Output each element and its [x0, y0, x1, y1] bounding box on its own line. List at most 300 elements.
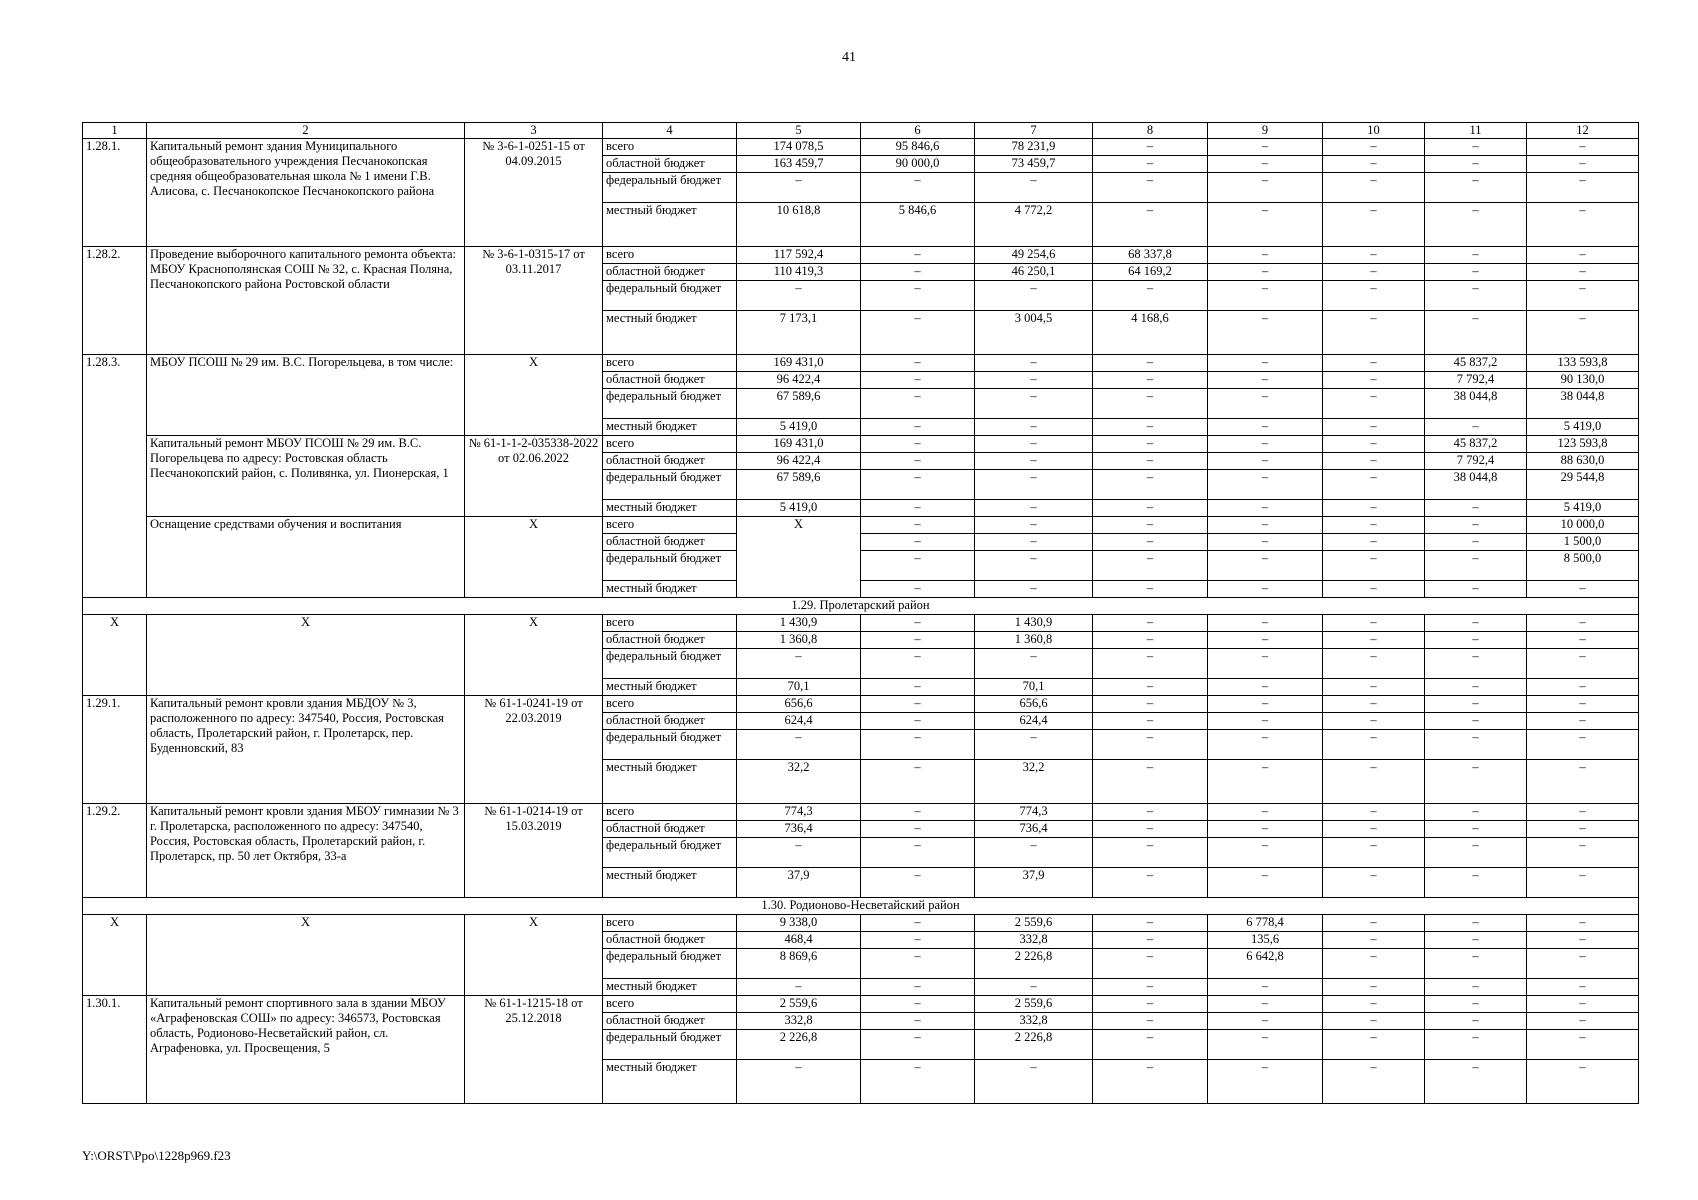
- value-cell: –: [1527, 581, 1639, 598]
- value-cell: –: [1323, 311, 1425, 355]
- value-cell: –: [861, 264, 975, 281]
- value-cell: –: [737, 173, 861, 203]
- column-number-cell: 2: [147, 123, 465, 139]
- value-cell: –: [1093, 949, 1208, 979]
- value-cell: –: [1208, 713, 1323, 730]
- value-cell: –: [1425, 581, 1527, 598]
- value-cell: –: [1093, 281, 1208, 311]
- budget-type-label: местный бюджет: [603, 979, 737, 996]
- budget-type-label: всего: [603, 247, 737, 264]
- budget-type-label: областной бюджет: [603, 821, 737, 838]
- value-cell: –: [1527, 838, 1639, 868]
- value-cell: –: [737, 1060, 861, 1104]
- value-cell: –: [1093, 632, 1208, 649]
- permit-document: № 3-6-1-0251-15 от 04.09.2015: [465, 139, 603, 247]
- budget-type-label: федеральный бюджет: [603, 649, 737, 679]
- table-row: [83, 436, 1639, 453]
- value-cell: –: [861, 696, 975, 713]
- value-cell: –: [861, 915, 975, 932]
- value-cell: 96 422,4: [737, 453, 861, 470]
- value-cell: 332,8: [975, 1013, 1093, 1030]
- item-number: 1.29.1.: [83, 696, 147, 804]
- budget-type-label: местный бюджет: [603, 679, 737, 696]
- permit-document: Х: [465, 615, 603, 696]
- financing-table: [82, 122, 1639, 1104]
- value-cell: –: [1323, 372, 1425, 389]
- value-cell: –: [1425, 264, 1527, 281]
- value-cell: –: [1527, 156, 1639, 173]
- value-cell: 96 422,4: [737, 372, 861, 389]
- value-cell: –: [1208, 372, 1323, 389]
- value-cell: –: [1323, 139, 1425, 156]
- item-number: 1.28.3.: [83, 355, 147, 598]
- value-cell: –: [737, 838, 861, 868]
- value-cell: –: [1208, 517, 1323, 534]
- value-cell: –: [861, 679, 975, 696]
- column-number-cell: 1: [83, 123, 147, 139]
- value-cell: –: [1208, 979, 1323, 996]
- value-cell: –: [1323, 517, 1425, 534]
- value-cell: –: [1093, 203, 1208, 247]
- budget-type-label: местный бюджет: [603, 311, 737, 355]
- item-name: Оснащение средствами обучения и воспитания: [147, 517, 465, 598]
- table-row: [83, 996, 1639, 1013]
- value-cell: –: [975, 281, 1093, 311]
- value-cell: –: [1323, 1030, 1425, 1060]
- budget-type-label: федеральный бюджет: [603, 281, 737, 311]
- value-cell: –: [861, 1060, 975, 1104]
- value-cell: –: [861, 355, 975, 372]
- value-cell: 5 846,6: [861, 203, 975, 247]
- value-cell: –: [1093, 581, 1208, 598]
- value-cell: –: [1425, 713, 1527, 730]
- value-cell: –: [1208, 139, 1323, 156]
- table-row: [83, 355, 1639, 372]
- value-cell: –: [1323, 679, 1425, 696]
- value-cell: 774,3: [975, 804, 1093, 821]
- item-name: Х: [147, 915, 465, 996]
- column-number-cell: 8: [1093, 123, 1208, 139]
- budget-type-label: местный бюджет: [603, 1060, 737, 1104]
- section-title: 1.30. Родионово-Несветайский район: [83, 898, 1639, 915]
- value-cell: 2 559,6: [975, 996, 1093, 1013]
- value-cell: –: [1425, 139, 1527, 156]
- value-cell: –: [861, 649, 975, 679]
- value-cell: –: [1323, 534, 1425, 551]
- value-cell: –: [1323, 821, 1425, 838]
- value-cell: 1 500,0: [1527, 534, 1639, 551]
- column-number-cell: 11: [1425, 123, 1527, 139]
- value-cell: –: [1425, 311, 1527, 355]
- value-cell: –: [1208, 679, 1323, 696]
- budget-type-label: федеральный бюджет: [603, 1030, 737, 1060]
- value-cell: –: [1208, 996, 1323, 1013]
- value-cell: –: [1527, 949, 1639, 979]
- value-cell: –: [1527, 1030, 1639, 1060]
- value-cell: –: [1093, 821, 1208, 838]
- value-cell: 6 642,8: [1208, 949, 1323, 979]
- value-cell: –: [975, 649, 1093, 679]
- value-cell: –: [1323, 932, 1425, 949]
- value-cell: –: [1208, 264, 1323, 281]
- value-cell: 1 360,8: [737, 632, 861, 649]
- value-cell: –: [737, 649, 861, 679]
- value-cell: –: [1093, 355, 1208, 372]
- budget-type-label: всего: [603, 355, 737, 372]
- value-cell: –: [1527, 932, 1639, 949]
- value-cell: –: [975, 838, 1093, 868]
- value-cell: –: [861, 821, 975, 838]
- value-cell: 1 360,8: [975, 632, 1093, 649]
- value-cell: –: [1208, 419, 1323, 436]
- item-number: 1.30.1.: [83, 996, 147, 1104]
- value-cell: –: [1527, 996, 1639, 1013]
- value-cell: –: [1527, 915, 1639, 932]
- value-cell: –: [1425, 804, 1527, 821]
- item-name: Капитальный ремонт кровли здания МБДОУ № 3, расположенного по адресу: 347540, Россия, Ростовская область, Пролетарский район, г. Пролетарск, пер. Буденновский, 83: [147, 696, 465, 804]
- value-cell: –: [1425, 551, 1527, 581]
- value-cell: 4 168,6: [1093, 311, 1208, 355]
- value-cell: –: [1093, 915, 1208, 932]
- value-cell: 6 778,4: [1208, 915, 1323, 932]
- value-cell: –: [1527, 649, 1639, 679]
- value-cell: –: [1323, 760, 1425, 804]
- value-cell: 32,2: [975, 760, 1093, 804]
- value-cell: 110 419,3: [737, 264, 861, 281]
- value-cell: –: [1425, 868, 1527, 898]
- value-cell: –: [1093, 436, 1208, 453]
- value-cell: –: [1093, 419, 1208, 436]
- value-cell: 1 430,9: [975, 615, 1093, 632]
- value-cell: –: [1208, 1030, 1323, 1060]
- value-cell: 46 250,1: [975, 264, 1093, 281]
- value-cell: –: [1093, 470, 1208, 500]
- value-cell: –: [1323, 649, 1425, 679]
- value-cell: –: [975, 355, 1093, 372]
- column-number-cell: 7: [975, 123, 1093, 139]
- value-cell: –: [1527, 821, 1639, 838]
- budget-type-label: всего: [603, 615, 737, 632]
- value-cell: –: [1527, 979, 1639, 996]
- value-cell: –: [1425, 1060, 1527, 1104]
- value-cell: –: [861, 453, 975, 470]
- value-cell: –: [1093, 996, 1208, 1013]
- value-cell: 117 592,4: [737, 247, 861, 264]
- value-cell: 9 338,0: [737, 915, 861, 932]
- value-cell: –: [861, 949, 975, 979]
- value-cell: 163 459,7: [737, 156, 861, 173]
- value-cell: –: [1093, 156, 1208, 173]
- value-cell: –: [1208, 838, 1323, 868]
- budget-type-label: местный бюджет: [603, 581, 737, 598]
- value-cell: 5 419,0: [737, 419, 861, 436]
- value-cell: –: [1527, 868, 1639, 898]
- value-cell: –: [1527, 679, 1639, 696]
- value-cell: 29 544,8: [1527, 470, 1639, 500]
- value-cell: 88 630,0: [1527, 453, 1639, 470]
- value-cell: –: [1323, 868, 1425, 898]
- value-cell: –: [1323, 264, 1425, 281]
- budget-type-label: федеральный бюджет: [603, 173, 737, 203]
- value-cell: –: [1093, 760, 1208, 804]
- value-cell: –: [1093, 453, 1208, 470]
- value-cell: –: [1527, 713, 1639, 730]
- item-name: Проведение выборочного капитального ремонта объекта: МБОУ Краснополянская СОШ № 32, с. Красная Поляна, Песчанокопского района Ростовской области: [147, 247, 465, 355]
- value-cell: –: [1323, 203, 1425, 247]
- value-cell: –: [975, 534, 1093, 551]
- value-cell: 73 459,7: [975, 156, 1093, 173]
- value-cell: –: [1425, 979, 1527, 996]
- budget-type-label: всего: [603, 915, 737, 932]
- section-header-row: [83, 598, 1639, 615]
- value-cell: –: [1208, 804, 1323, 821]
- value-cell: –: [975, 551, 1093, 581]
- permit-document: № 61-1-1215-18 от 25.12.2018: [465, 996, 603, 1104]
- value-cell: –: [861, 713, 975, 730]
- value-cell: 10 618,8: [737, 203, 861, 247]
- item-name: МБОУ ПСОШ № 29 им. В.С. Погорельцева, в том числе:: [147, 355, 465, 436]
- value-cell: –: [1093, 713, 1208, 730]
- value-cell: –: [1323, 247, 1425, 264]
- value-cell: –: [1527, 615, 1639, 632]
- value-cell: –: [861, 932, 975, 949]
- value-cell: –: [1208, 173, 1323, 203]
- value-cell: –: [1425, 281, 1527, 311]
- value-cell: –: [1323, 730, 1425, 760]
- budget-type-label: местный бюджет: [603, 419, 737, 436]
- item-number: Х: [83, 915, 147, 996]
- value-cell: –: [1425, 615, 1527, 632]
- value-cell: –: [1093, 979, 1208, 996]
- permit-document: № 61-1-0241-19 от 22.03.2019: [465, 696, 603, 804]
- value-cell: –: [1323, 551, 1425, 581]
- value-cell: –: [1208, 632, 1323, 649]
- value-cell: –: [861, 419, 975, 436]
- value-cell: 624,4: [975, 713, 1093, 730]
- value-cell: –: [1425, 679, 1527, 696]
- value-cell: 64 169,2: [1093, 264, 1208, 281]
- section-header-row: [83, 898, 1639, 915]
- value-cell: –: [1323, 436, 1425, 453]
- value-cell: –: [1093, 1013, 1208, 1030]
- permit-document: № 61-1-0214-19 от 15.03.2019: [465, 804, 603, 898]
- value-cell: –: [1527, 804, 1639, 821]
- value-cell: –: [1093, 372, 1208, 389]
- value-cell: –: [1208, 203, 1323, 247]
- value-cell: 7 792,4: [1425, 372, 1527, 389]
- value-cell: 332,8: [737, 1013, 861, 1030]
- column-number-row: [83, 123, 1639, 139]
- value-cell: –: [975, 470, 1093, 500]
- permit-document: Х: [465, 355, 603, 436]
- value-cell: –: [1425, 649, 1527, 679]
- value-cell: 38 044,8: [1425, 389, 1527, 419]
- value-cell: –: [1323, 581, 1425, 598]
- column-number-cell: 4: [603, 123, 737, 139]
- value-cell: –: [1425, 696, 1527, 713]
- value-cell: –: [1527, 281, 1639, 311]
- value-cell: 1 430,9: [737, 615, 861, 632]
- value-cell: –: [1323, 915, 1425, 932]
- column-number-cell: 9: [1208, 123, 1323, 139]
- value-cell: –: [1093, 804, 1208, 821]
- budget-type-label: всего: [603, 696, 737, 713]
- budget-type-label: федеральный бюджет: [603, 949, 737, 979]
- value-cell: 45 837,2: [1425, 355, 1527, 372]
- value-cell: 2 226,8: [737, 1030, 861, 1060]
- item-number: 1.28.2.: [83, 247, 147, 355]
- value-cell: –: [1425, 1030, 1527, 1060]
- value-cell: –: [1323, 979, 1425, 996]
- value-cell: –: [1208, 156, 1323, 173]
- value-cell: –: [1527, 264, 1639, 281]
- permit-document: Х: [465, 517, 603, 598]
- value-cell: –: [1425, 915, 1527, 932]
- table-row: [83, 615, 1639, 632]
- value-cell: 468,4: [737, 932, 861, 949]
- value-cell: –: [1093, 649, 1208, 679]
- permit-document: № 61-1-1-2-035338-2022 от 02.06.2022: [465, 436, 603, 517]
- value-cell: –: [1208, 247, 1323, 264]
- value-cell: –: [1425, 949, 1527, 979]
- value-cell: –: [975, 1060, 1093, 1104]
- budget-type-label: федеральный бюджет: [603, 551, 737, 581]
- value-cell: –: [1323, 838, 1425, 868]
- value-cell: –: [1208, 311, 1323, 355]
- value-cell: 67 589,6: [737, 470, 861, 500]
- value-cell: –: [861, 389, 975, 419]
- value-cell: –: [1527, 203, 1639, 247]
- value-cell: 736,4: [975, 821, 1093, 838]
- value-cell: 45 837,2: [1425, 436, 1527, 453]
- value-cell: –: [1208, 615, 1323, 632]
- value-cell: –: [1208, 534, 1323, 551]
- value-cell: 67 589,6: [737, 389, 861, 419]
- value-cell: 90 130,0: [1527, 372, 1639, 389]
- column-number-cell: 5: [737, 123, 861, 139]
- value-cell: –: [1093, 1060, 1208, 1104]
- value-cell: –: [1425, 500, 1527, 517]
- value-cell: 169 431,0: [737, 436, 861, 453]
- value-cell: –: [861, 615, 975, 632]
- budget-type-label: областной бюджет: [603, 1013, 737, 1030]
- value-cell: –: [861, 996, 975, 1013]
- permit-document: № 3-6-1-0315-17 от 03.11.2017: [465, 247, 603, 355]
- value-cell: –: [975, 979, 1093, 996]
- value-cell: –: [1208, 453, 1323, 470]
- value-cell: –: [1093, 551, 1208, 581]
- value-cell: –: [1425, 996, 1527, 1013]
- value-cell: 174 078,5: [737, 139, 861, 156]
- budget-type-label: всего: [603, 996, 737, 1013]
- value-cell: –: [1425, 173, 1527, 203]
- value-cell: –: [861, 551, 975, 581]
- value-cell: –: [1323, 156, 1425, 173]
- value-cell: –: [1527, 696, 1639, 713]
- value-cell: 2 559,6: [737, 996, 861, 1013]
- value-cell: –: [861, 372, 975, 389]
- value-cell: –: [1093, 838, 1208, 868]
- budget-type-label: областной бюджет: [603, 932, 737, 949]
- value-cell: 90 000,0: [861, 156, 975, 173]
- value-cell: –: [861, 760, 975, 804]
- value-cell: 5 419,0: [737, 500, 861, 517]
- budget-type-label: местный бюджет: [603, 760, 737, 804]
- value-cell: –: [1208, 1013, 1323, 1030]
- item-number: 1.29.2.: [83, 804, 147, 898]
- value-cell: –: [1208, 436, 1323, 453]
- budget-type-label: федеральный бюджет: [603, 730, 737, 760]
- value-cell: –: [737, 730, 861, 760]
- value-cell: –: [1093, 173, 1208, 203]
- value-cell: –: [1093, 500, 1208, 517]
- value-cell: –: [861, 311, 975, 355]
- value-cell: –: [1093, 534, 1208, 551]
- value-cell: 7 173,1: [737, 311, 861, 355]
- value-cell: –: [1093, 517, 1208, 534]
- value-cell: –: [1527, 247, 1639, 264]
- value-cell: –: [1208, 581, 1323, 598]
- value-cell: –: [861, 436, 975, 453]
- value-cell: –: [861, 868, 975, 898]
- value-cell: –: [1527, 1060, 1639, 1104]
- budget-type-label: федеральный бюджет: [603, 470, 737, 500]
- table-row: [83, 696, 1639, 713]
- value-cell: –: [1208, 696, 1323, 713]
- value-cell: 49 254,6: [975, 247, 1093, 264]
- value-cell: –: [1323, 173, 1425, 203]
- budget-type-label: всего: [603, 436, 737, 453]
- value-cell: 70,1: [975, 679, 1093, 696]
- budget-type-label: всего: [603, 139, 737, 156]
- page-number: 41: [842, 50, 856, 65]
- value-cell: –: [1208, 281, 1323, 311]
- value-cell: –: [1323, 500, 1425, 517]
- value-cell: –: [861, 470, 975, 500]
- value-cell: –: [861, 581, 975, 598]
- budget-type-label: областной бюджет: [603, 534, 737, 551]
- value-cell: 656,6: [737, 696, 861, 713]
- value-cell: –: [1208, 730, 1323, 760]
- value-cell: –: [861, 804, 975, 821]
- value-cell: –: [1093, 1030, 1208, 1060]
- column-number-cell: 10: [1323, 123, 1425, 139]
- file-path-footer: Y:\ORST\Ppo\1228p969.f23: [82, 1148, 231, 1163]
- value-cell: –: [1208, 649, 1323, 679]
- value-cell: –: [861, 1030, 975, 1060]
- budget-type-label: местный бюджет: [603, 203, 737, 247]
- value-cell: –: [1323, 696, 1425, 713]
- value-cell: –: [1208, 500, 1323, 517]
- value-cell: –: [1208, 821, 1323, 838]
- value-cell: 8 500,0: [1527, 551, 1639, 581]
- value-cell: 5 419,0: [1527, 419, 1639, 436]
- item-name: Капитальный ремонт спортивного зала в здании МБОУ «Аграфеновская СОШ» по адресу: 346573, Ростовская область, Родионово-Несветайский район, сл. Аграфеновка, ул. Просвещения, 5: [147, 996, 465, 1104]
- section-title: 1.29. Пролетарский район: [83, 598, 1639, 615]
- value-cell: –: [1425, 419, 1527, 436]
- value-cell: –: [1093, 868, 1208, 898]
- value-cell: –: [1323, 470, 1425, 500]
- value-cell: –: [1323, 804, 1425, 821]
- budget-type-label: всего: [603, 517, 737, 534]
- value-cell: –: [1323, 1013, 1425, 1030]
- item-name: Капитальный ремонт кровли здания МБОУ гимназии № 3 г. Пролетарска, расположенного по адресу: 347540, Россия, Ростовская область, Пролетарский район, г. Пролетарск, пр. 50 лет Октября, 33-а: [147, 804, 465, 898]
- value-cell: Х: [737, 517, 861, 598]
- value-cell: –: [1527, 730, 1639, 760]
- value-cell: 133 593,8: [1527, 355, 1639, 372]
- value-cell: –: [1323, 713, 1425, 730]
- value-cell: –: [1425, 760, 1527, 804]
